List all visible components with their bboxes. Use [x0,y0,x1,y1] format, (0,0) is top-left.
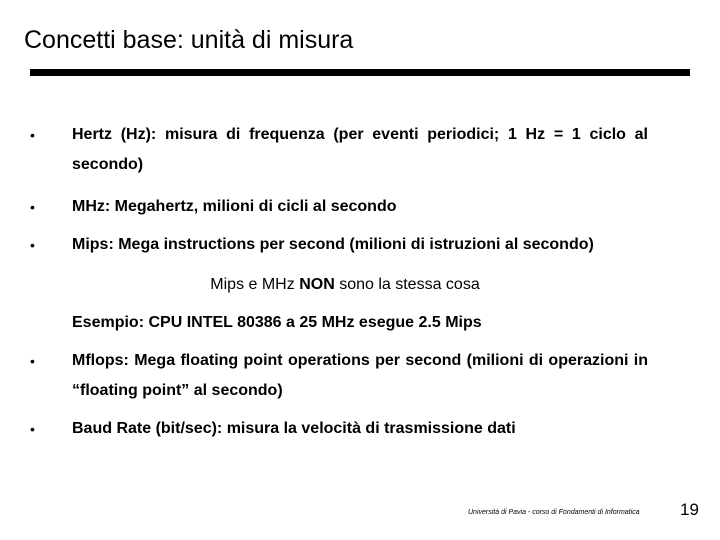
bullet-icon: • [30,237,35,253]
mips-mhz-note [30,270,648,300]
bullet-text: Hertz (Hz): misura di frequenza (per eventi periodici; 1 Hz = 1 ciclo al secondo) [72,126,648,173]
bullet-icon: • [30,127,35,143]
bullet-text: MHz: Megahertz, milioni di cicli al secondo [72,198,397,215]
bullet-text: Baud Rate (bit/sec): misura la velocità di trasmissione dati [72,420,516,437]
bullet-item-mflops [30,346,648,406]
bullet-item-hertz [30,120,648,180]
title-divider [30,69,690,76]
bullet-icon: • [30,421,35,437]
slide-title: Concetti base: unità di misura [24,26,354,54]
note-emphasis: NON [299,276,335,293]
bullet-item-mips [30,230,648,260]
note-text-after: sono la stessa cosa [334,276,480,293]
bullet-item-mhz [30,192,648,222]
bullet-text: Mips: Mega instructions per second (milioni di istruzioni al secondo) [72,236,594,253]
bullet-icon: • [30,199,35,215]
page-number: 19 [680,500,699,519]
bullet-icon: • [30,353,35,369]
bullet-text: Mflops: Mega floating point operations per second (milioni di operazioni in “floating point” al secondo) [72,352,648,399]
bullet-item-baud-rate [30,414,648,444]
example-line: Esempio: CPU INTEL 80386 a 25 MHz esegue 2.5 Mips [72,314,482,331]
footer-text: Università di Pavia - corso di Fondamenti di Informatica [468,509,640,516]
slide-content [30,120,648,444]
note-text-before: Mips e MHz [210,276,300,293]
